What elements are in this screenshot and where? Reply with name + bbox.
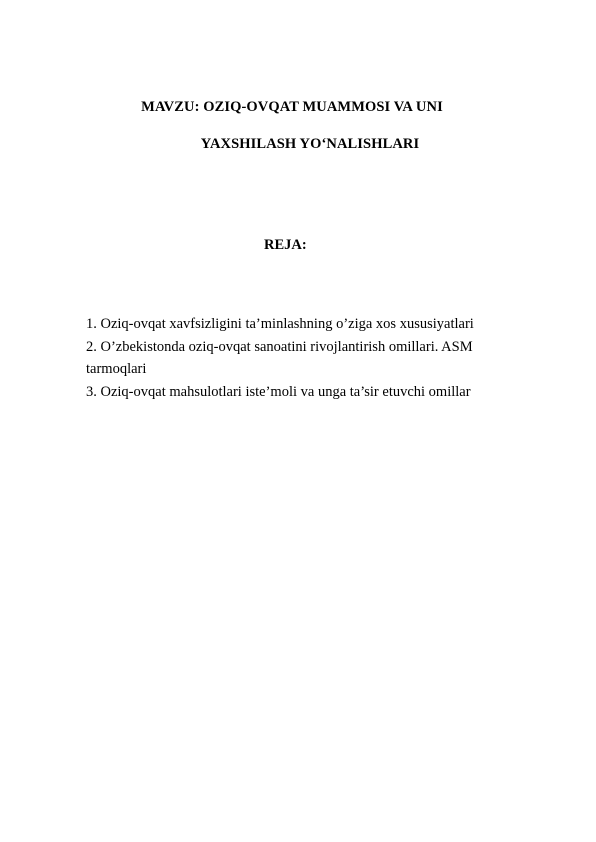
document-title-line-1: MAVZU: OZIQ-OVQAT MUAMMOSI VA UNI: [141, 99, 443, 115]
plan-heading: REJA:: [264, 237, 307, 253]
plan-item-2: 2. O’zbekistonda oziq-ovqat sanoatini rivojlantirish omillari. ASM: [86, 338, 473, 355]
plan-item-2-continued: tarmoqlari: [86, 361, 147, 377]
plan-item-1: 1. Oziq-ovqat xavfsizligini ta’minlashning o’ziga xos xususiyatlari: [86, 316, 474, 332]
plan-list: [86, 313, 526, 403]
document-title-line-2: YAXSHILASH YO‘NALISHLARI: [200, 136, 420, 152]
plan-item-3: 3. Oziq-ovqat mahsulotlari iste’moli va unga ta’sir etuvchi omillar: [86, 383, 471, 400]
